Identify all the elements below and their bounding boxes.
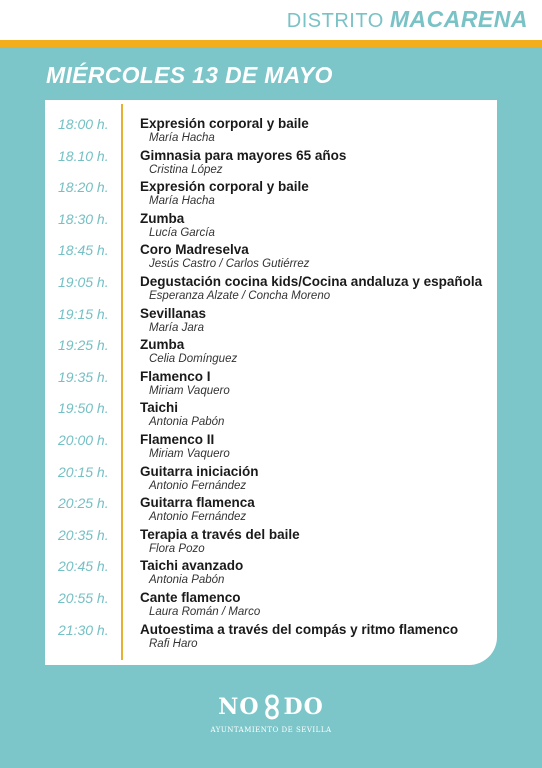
schedule-time: 20:25 h.: [58, 495, 109, 512]
district-name: MACARENA: [389, 6, 528, 32]
schedule-activity: Sevillanas: [140, 305, 207, 321]
district-title: [287, 6, 528, 33]
schedule-row: [45, 211, 495, 243]
schedule-time: 20:00 h.: [58, 431, 109, 448]
schedule-activity: Zumba: [140, 210, 185, 226]
schedule-time: 20:45 h.: [58, 558, 109, 575]
schedule-instructors: Esperanza Alzate / Concha Moreno: [149, 289, 331, 302]
schedule-time: 18:20 h.: [58, 179, 109, 196]
schedule-row: [45, 495, 495, 527]
logo-subtitle: AYUNTAMIENTO DE SEVILLA: [210, 726, 332, 734]
schedule-row: [45, 116, 495, 148]
schedule-time: 20:35 h.: [58, 526, 109, 543]
schedule-time: 19:35 h.: [58, 368, 109, 385]
schedule-instructors: Antonia Pabón: [149, 416, 225, 429]
schedule-time: 21:30 h.: [58, 621, 109, 638]
district-prefix: DISTRITO: [286, 10, 384, 32]
schedule-instructors: Jesús Castro / Carlos Gutiérrez: [149, 258, 310, 271]
madeja-knot-icon: [262, 694, 282, 720]
nodo-logo: [218, 694, 324, 720]
schedule-instructors: Antonio Fernández: [149, 511, 247, 524]
schedule-instructors: Antonia Pabón: [149, 574, 225, 587]
header-bar: [0, 0, 542, 40]
schedule-row: [45, 622, 495, 654]
schedule-activity: Terapia a través del baile: [140, 526, 300, 542]
schedule-row: [45, 527, 495, 559]
schedule-instructors: Celia Domínguez: [149, 353, 238, 366]
schedule-activity: Taichi: [140, 400, 179, 416]
schedule-instructors: María Hacha: [149, 132, 215, 144]
schedule-time: 19:25 h.: [58, 337, 109, 354]
schedule-activity: Coro Madreselva: [140, 242, 249, 258]
schedule-instructors: Flora Pozo: [149, 542, 205, 555]
logo-text-right: DO: [283, 694, 324, 720]
schedule-row: [45, 369, 495, 401]
schedule-time: 18:30 h.: [58, 210, 109, 227]
schedule-row: [45, 179, 495, 211]
schedule-instructors: Miriam Vaquero: [149, 447, 230, 460]
schedule-row: [45, 590, 495, 622]
schedule-activity: Degustación cocina kids/Cocina andaluza y española: [140, 273, 483, 289]
schedule-activity: Flamenco II: [140, 431, 215, 447]
schedule-activity: Zumba: [140, 337, 185, 353]
schedule-time: 19:15 h.: [58, 305, 109, 322]
logo-text-left: NO: [218, 694, 260, 720]
schedule-instructors: Rafi Haro: [149, 637, 198, 650]
schedule-instructors: Cristina López: [149, 163, 223, 176]
schedule-instructors: Laura Román / Marco: [149, 605, 261, 618]
schedule-instructors: Lucía García: [149, 226, 215, 239]
schedule-row: [45, 242, 495, 274]
schedule-activity: Guitarra flamenca: [140, 495, 255, 511]
schedule-list: [45, 116, 495, 653]
schedule-time: 18:45 h.: [58, 242, 109, 259]
schedule-row: [45, 274, 495, 306]
schedule-row: [45, 432, 495, 464]
schedule-row: [45, 558, 495, 590]
schedule-activity: Autoestima a través del compás y ritmo flamenco: [140, 621, 459, 637]
schedule-activity: Guitarra iniciación: [140, 463, 259, 479]
schedule-time: 20:55 h.: [58, 589, 109, 606]
schedule-row: [45, 464, 495, 496]
schedule-row: [45, 337, 495, 369]
schedule-time: 18:00 h.: [58, 116, 109, 132]
schedule-activity: Gimnasia para mayores 65 años: [140, 147, 347, 163]
footer-logo: [0, 694, 542, 734]
schedule-activity: Flamenco I: [140, 368, 211, 384]
accent-stripe: [0, 40, 542, 47]
schedule-time: 18.10 h.: [58, 147, 109, 164]
schedule-instructors: María Jara: [149, 321, 204, 334]
schedule-time: 20:15 h.: [58, 463, 109, 480]
schedule-activity: Cante flamenco: [140, 589, 241, 605]
schedule-row: [45, 148, 495, 180]
schedule-time: 19:05 h.: [58, 273, 109, 290]
schedule-activity: Taichi avanzado: [140, 558, 244, 574]
schedule-row: [45, 400, 495, 432]
schedule-activity: Expresión corporal y baile: [140, 179, 309, 195]
schedule-time: 19:50 h.: [58, 400, 109, 417]
day-title: MIÉRCOLES 13 DE MAYO: [46, 62, 333, 88]
schedule-instructors: María Hacha: [149, 195, 215, 208]
schedule-activity: Expresión corporal y baile: [140, 116, 309, 131]
schedule-instructors: Miriam Vaquero: [149, 384, 230, 397]
schedule-row: [45, 306, 495, 338]
schedule-instructors: Antonio Fernández: [149, 479, 247, 492]
